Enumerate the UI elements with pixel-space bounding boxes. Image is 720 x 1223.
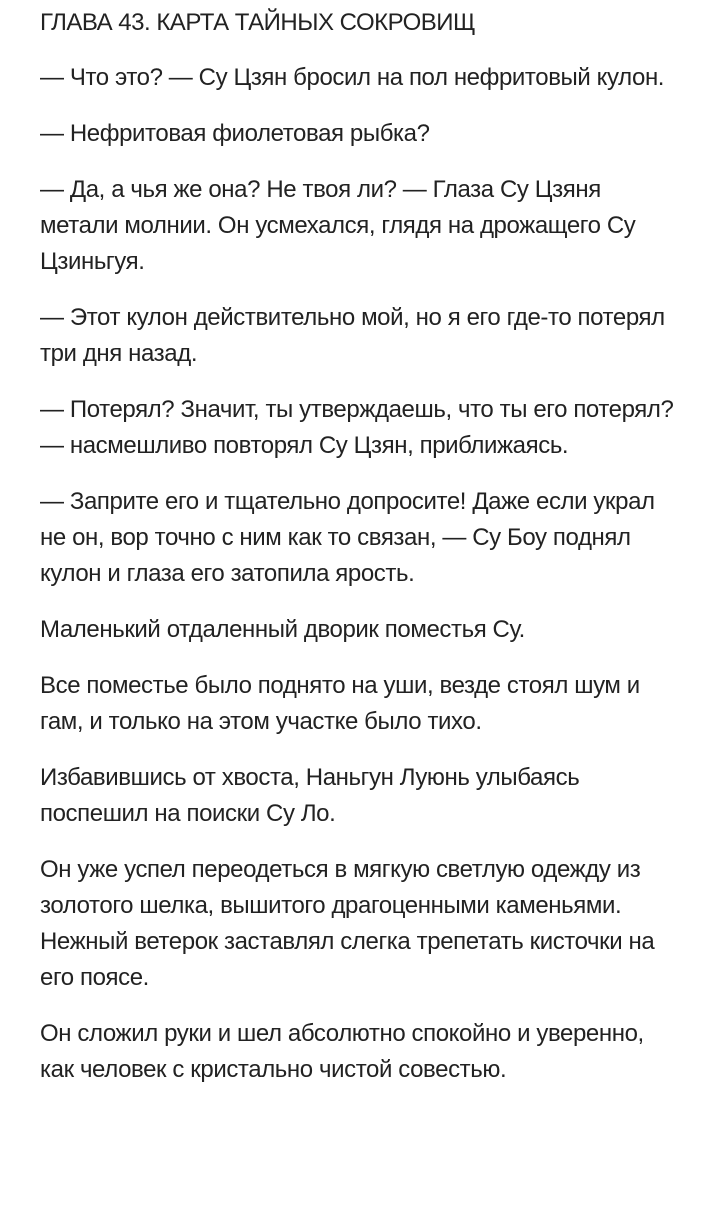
paragraph-5: — Потерял? Значит, ты утверждаешь, что ты его потерял? — насмешливо повторял Су Цзян, приближаясь. (40, 396, 674, 459)
paragraph-6: — Заприте его и тщательно допросите! Даже если украл не он, вор точно с ним как то связан, — Су Боу поднял кулон и глаза его затопила ярость. (40, 488, 655, 587)
paragraph-7: Маленький отдаленный дворик поместья Су. (40, 616, 525, 643)
paragraph-3: — Да, а чья же она? Не твоя ли? — Глаза Су Цзяня метали молнии. Он усмехался, глядя на дрожащего Су Цзиньгуя. (40, 176, 636, 275)
chapter-title: ГЛАВА 43. КАРТА ТАЙНЫХ СОКРОВИЩ (40, 9, 476, 36)
paragraph-11: Он сложил руки и шел абсолютно спокойно и уверенно, как человек с кристально чистой совестью. (40, 1020, 644, 1083)
paragraph-10: Он уже успел переодеться в мягкую светлую одежду из золотого шелка, вышитого драгоценными каменьями. Нежный ветерок заставлял слегка трепетать кисточки на его поясе. (40, 856, 655, 991)
paragraph-1: — Что это? — Су Цзян бросил на пол нефритовый кулон. (40, 64, 665, 91)
paragraph-4: — Этот кулон действительно мой, но я его где-то потерял три дня назад. (40, 304, 665, 367)
paragraph-9: Избавившись от хвоста, Наньгун Луюнь улыбаясь поспешил на поиски Су Ло. (40, 764, 580, 827)
paragraph-2: — Нефритовая фиолетовая рыбка? (40, 120, 430, 147)
paragraph-8: Все поместье было поднято на уши, везде стоял шум и гам, и только на этом участке было тихо. (40, 672, 640, 735)
